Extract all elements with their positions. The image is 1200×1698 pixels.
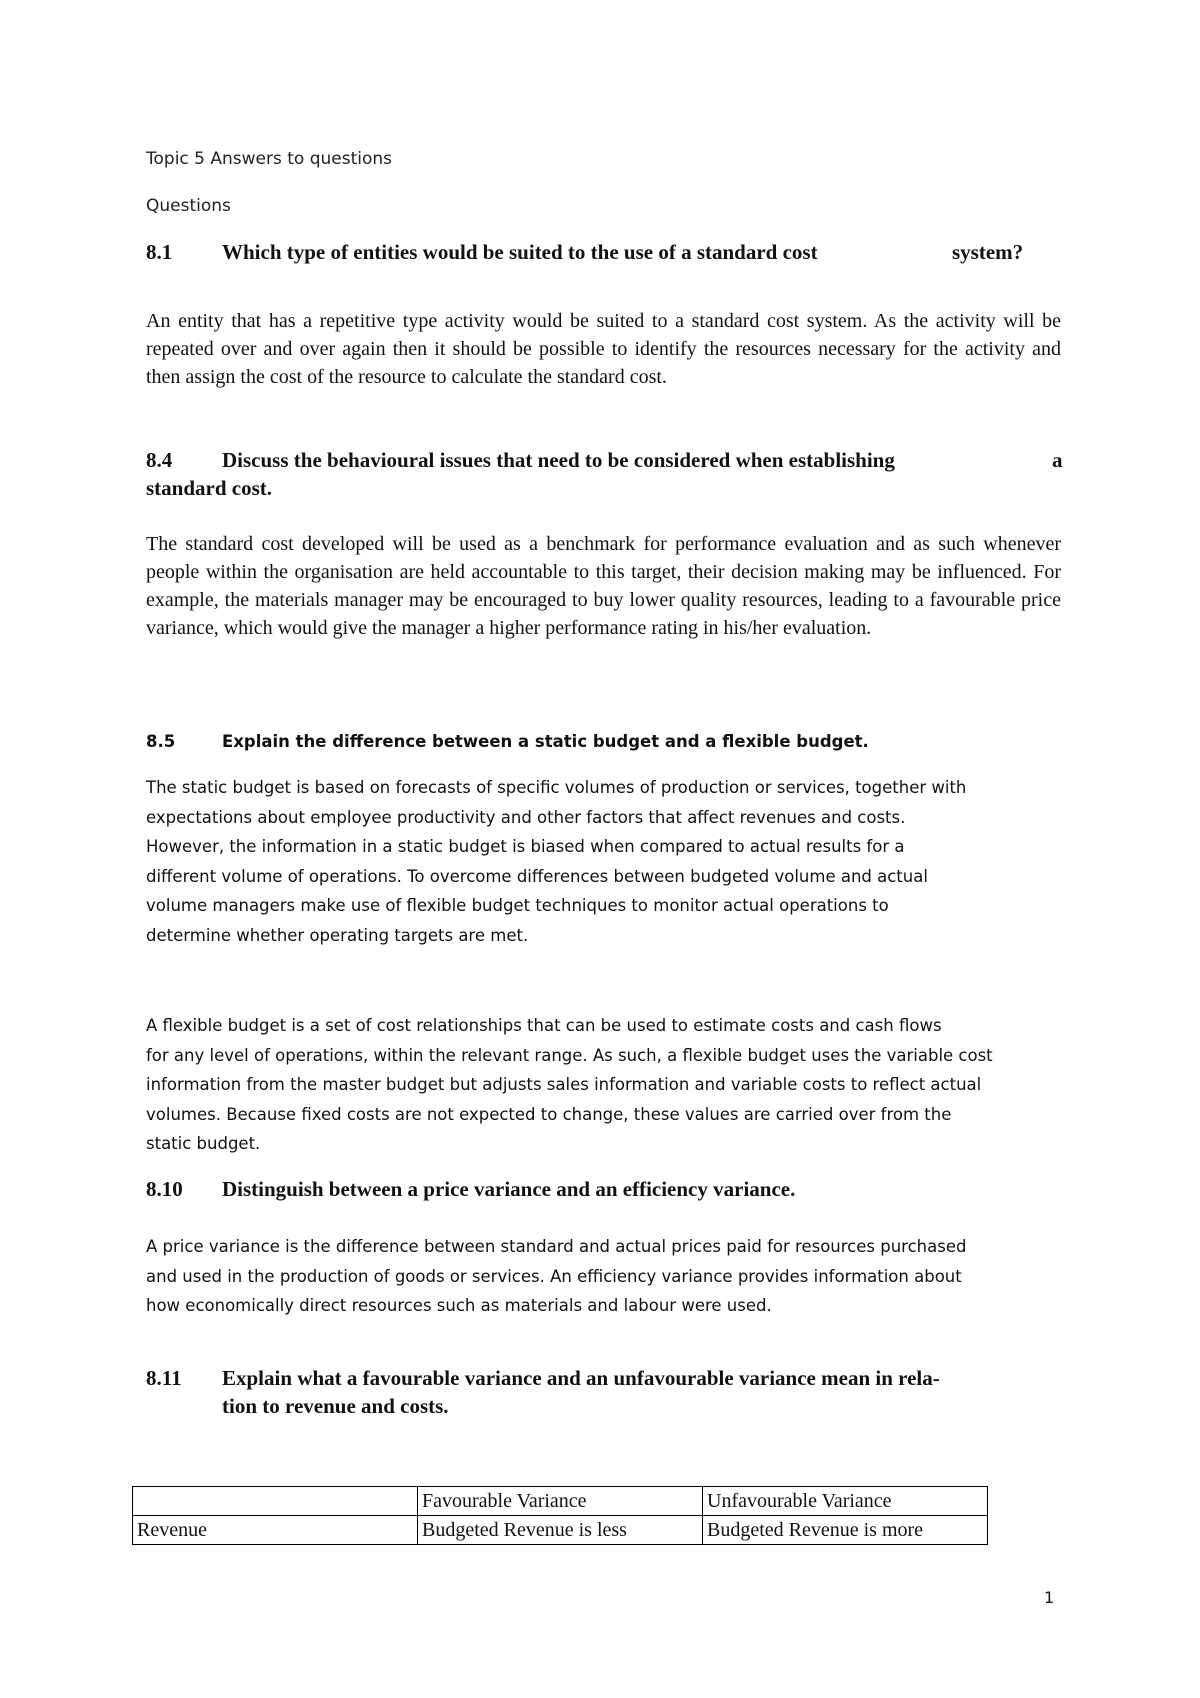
question-8-4-heading-line2: standard cost.	[146, 476, 273, 500]
question-8-11-heading-line2: tion to revenue and costs.	[222, 1394, 449, 1418]
question-8-10-heading	[146, 1175, 1046, 1203]
answer-8-5-flexible	[146, 1011, 1086, 1159]
variance-table	[132, 1486, 988, 1545]
text-line: for any level of operations, within the relevant range. As such, a flexible budget uses the variable cost	[146, 1045, 993, 1065]
question-8-5-heading	[146, 731, 1046, 753]
text-line: However, the information in a static budget is biased when compared to actual results for a	[146, 837, 905, 856]
question-8-11-heading	[146, 1364, 1076, 1392]
text-line: expectations about employee productivity and other factors that affect revenues and costs.	[146, 807, 906, 827]
table-cell: Budgeted Revenue is less	[418, 1516, 703, 1545]
text-line: different volume of operations. To overcome differences between budgeted volume and actual	[146, 866, 928, 886]
text-line: A flexible budget is a set of cost relationships that can be used to estimate costs and cash flows	[146, 1016, 942, 1035]
table-cell: Budgeted Revenue is more	[703, 1516, 988, 1545]
question-text: Discuss the behavioural issues that need to be considered when establishing	[222, 448, 895, 472]
text-line: The static budget is based on forecasts of specific volumes of production or services, together with	[146, 778, 967, 797]
text-line: A price variance is the difference between standard and actual prices paid for resources purchased	[146, 1237, 967, 1256]
answer-8-5-static	[146, 773, 1086, 950]
table-header-cell	[133, 1487, 418, 1516]
text-line: and used in the production of goods or services. An efficiency variance provides information about	[146, 1266, 962, 1286]
answer-8-10	[146, 1232, 1086, 1321]
text-line: volume managers make use of flexible budget techniques to monitor actual operations to	[146, 896, 889, 915]
question-number: 8.5	[146, 732, 176, 751]
question-text-tail: a	[1052, 448, 1063, 472]
text-line: volumes. Because fixed costs are not expected to change, these values are carried over from the	[146, 1104, 952, 1124]
table-header-cell: Unfavourable Variance	[703, 1487, 988, 1516]
answer-8-4: The standard cost developed will be used as a benchmark for performance evaluation and as such whenever people within the organisation are held accountable to this target, their decision making may be influenced. For example, the materials manager may be encouraged to buy lower quality resources, leading to a favourable price variance, which would give the manager a higher performance rating in his/her evaluation.	[146, 533, 1061, 639]
question-8-4-heading	[146, 446, 1066, 474]
answer-8-1: An entity that has a repetitive type activity would be suited to a standard cost system. As the activity will be repeated over and over again then it should be possible to identify the resources necessary for the activity and then assign the cost of the resource to calculate the standard cost.	[146, 310, 1061, 388]
question-number: 8.11	[146, 1366, 182, 1390]
text-line: information from the master budget but adjusts sales information and variable costs to reflect actual	[146, 1075, 982, 1094]
question-number: 8.4	[146, 448, 173, 472]
question-text: Explain what a favourable variance and an unfavourable variance mean in rela‑	[222, 1366, 940, 1390]
page-number: 1	[1044, 1588, 1055, 1607]
text-line: determine whether operating targets are met.	[146, 925, 529, 945]
table-header-row	[133, 1487, 988, 1516]
text-line: how economically direct resources such as materials and labour were used.	[146, 1296, 772, 1315]
question-text-tail: system?	[952, 240, 1024, 264]
question-number: 8.10	[146, 1177, 183, 1201]
section-label: Questions	[146, 196, 231, 216]
question-text: Explain the difference between a static budget and a flexible budget.	[222, 732, 869, 751]
question-8-1-heading	[146, 238, 1046, 266]
table-header-cell: Favourable Variance	[418, 1487, 703, 1516]
question-number: 8.1	[146, 240, 173, 264]
text-line: static budget.	[146, 1134, 261, 1153]
table-row	[133, 1516, 988, 1545]
question-text: Distinguish between a price variance and an efficiency variance.	[222, 1177, 796, 1201]
table-cell: Revenue	[133, 1516, 418, 1545]
question-text: Which type of entities would be suited to the use of a standard cost	[222, 240, 818, 264]
document-title: Topic 5 Answers to questions	[146, 149, 393, 169]
